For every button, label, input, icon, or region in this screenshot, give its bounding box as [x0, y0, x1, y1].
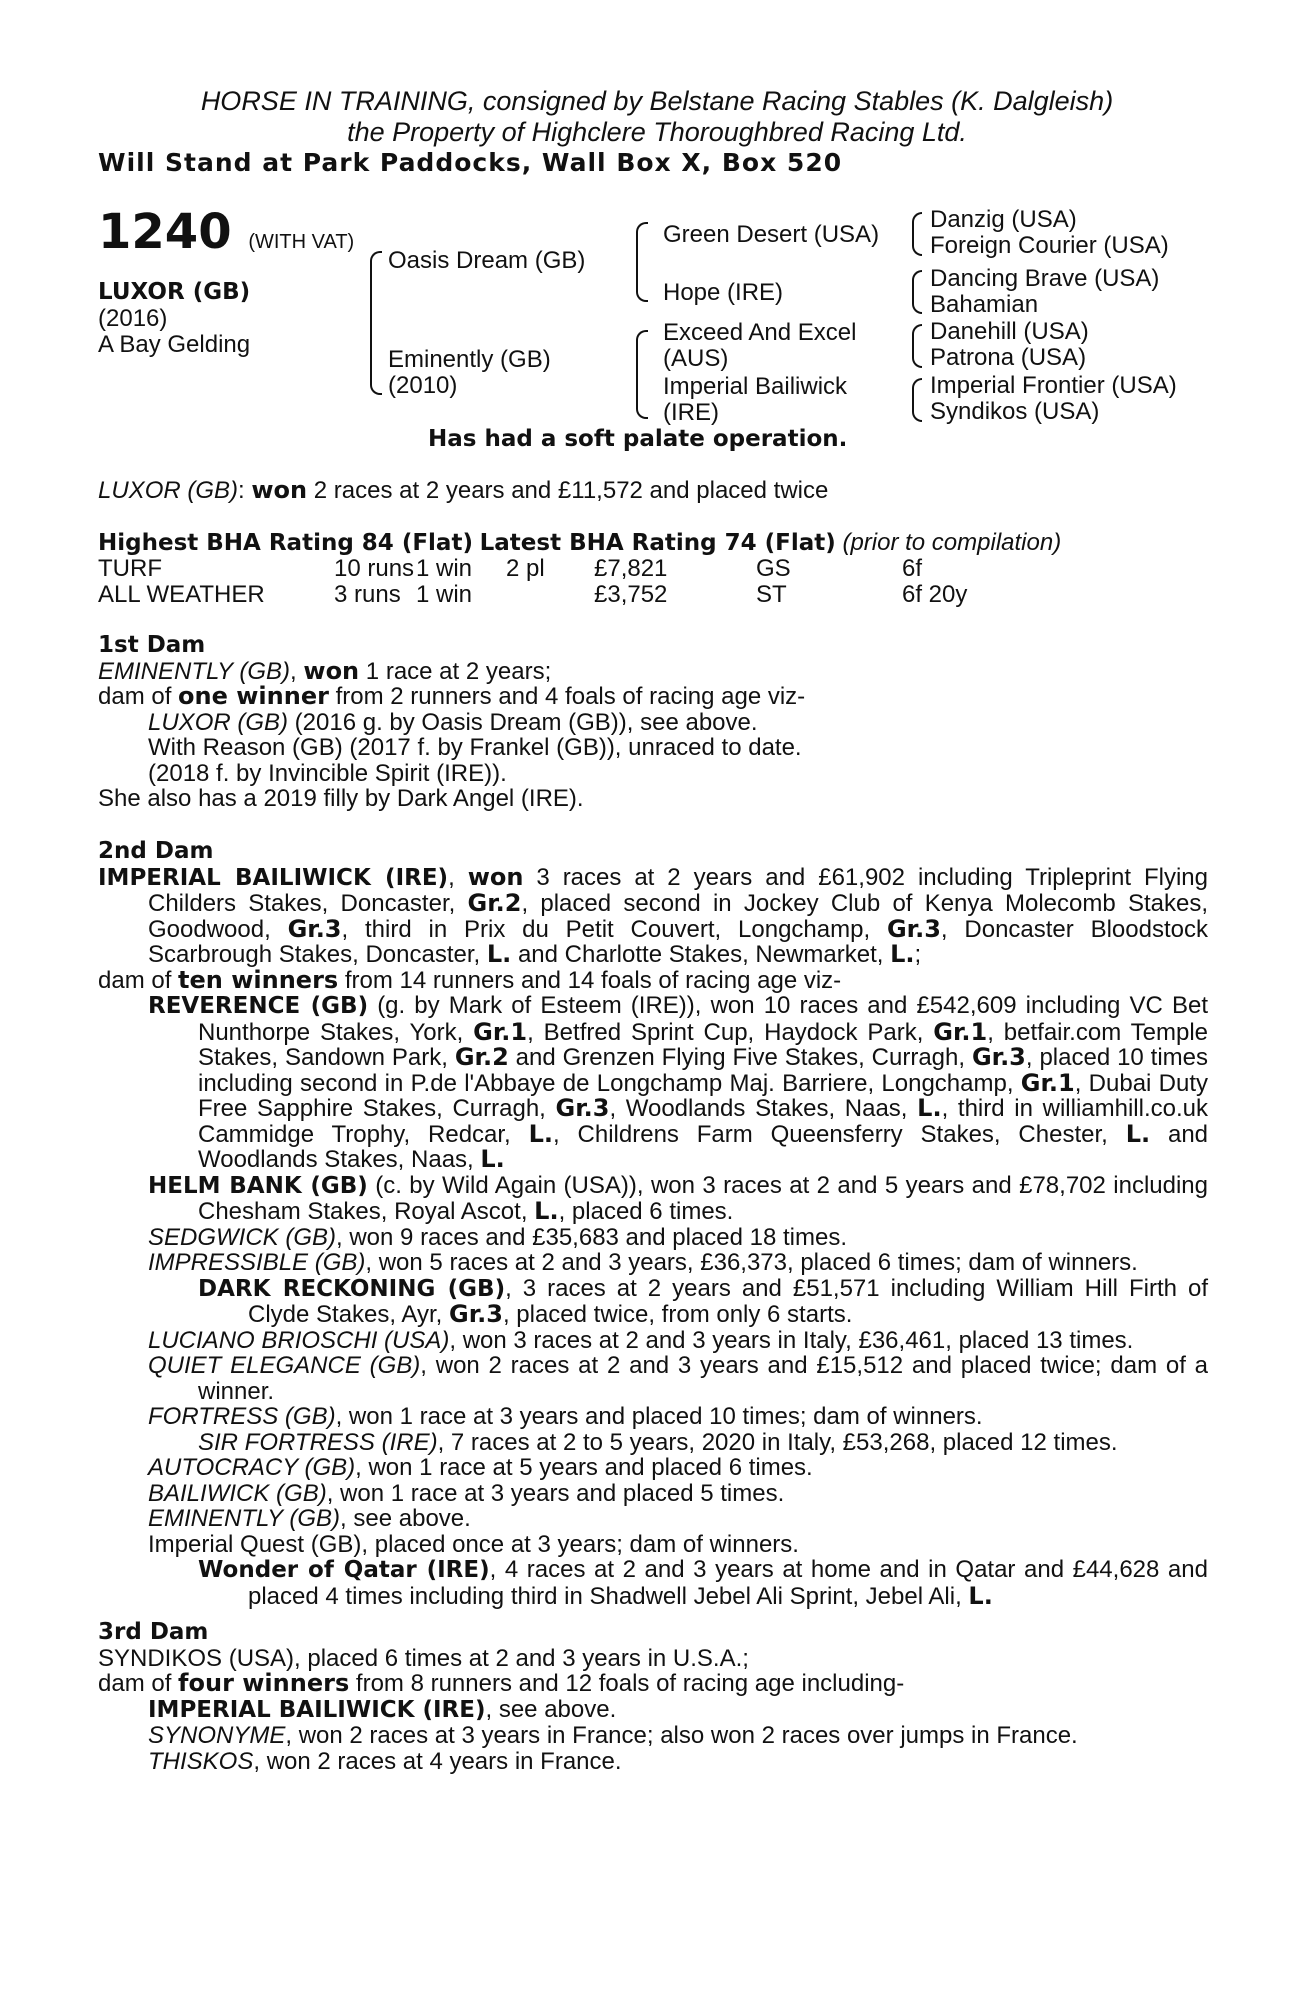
first-dam-name: EMINENTLY (GB) [98, 657, 291, 685]
lot-number-value: 1240 [98, 204, 232, 260]
first-dam-title: 1st Dam [98, 632, 206, 658]
text: , third in williamhill.co.uk Cammidge Trophy, Redcar, [198, 1095, 1208, 1148]
first-dam-of-b: one winner [178, 682, 329, 710]
produce-fortress [98, 1404, 1208, 1430]
listed: L. [480, 1145, 505, 1173]
rating-note: (prior to compilation) [842, 529, 1062, 556]
horse-year: (2016) [98, 305, 168, 332]
grade: Gr.1 [473, 1017, 528, 1046]
text: , Doncaster Bloodstock Scarbrough Stakes, Doncaster, [148, 915, 1208, 968]
pedigree-ssd: Foreign Courier (USA) [930, 232, 1169, 259]
pedigree-dam: Eminently (GB) [388, 346, 551, 373]
pedigree-sdd: Bahamian [930, 291, 1039, 318]
second-dam-section [98, 839, 1208, 1609]
produce-helm-bank [98, 1173, 1208, 1225]
produce-synonyme [98, 1723, 1208, 1749]
vat-label: (WITH VAT) [248, 231, 355, 253]
text: , won 2 races at 4 years in France. [253, 1747, 622, 1775]
listed: L. [1125, 1119, 1151, 1148]
text: , won 1 race at 5 years and placed 6 times. [355, 1454, 813, 1481]
text: , 4 races at 2 and 3 years at home and in Qatar and £44,628 and placed 4 times including third in Shadwell Jebel Ali Sprint, Jebel Ali, [248, 1556, 1208, 1610]
horse-description: A Bay Gelding [98, 331, 251, 358]
third-dam-section [98, 1620, 1208, 1774]
text: from 8 runners and 12 foals of racing age including- [349, 1670, 905, 1697]
produce-name: BAILIWICK (GB) [148, 1479, 327, 1507]
pedigree-sire-dam: Hope (IRE) [663, 279, 784, 306]
highest-rating: Highest BHA Rating 84 (Flat) [98, 530, 473, 556]
perf-placed: 2 pl [506, 555, 545, 582]
grade: Gr.2 [454, 1043, 509, 1071]
summary-horse-name: LUXOR (GB) [98, 477, 239, 504]
text: dam of [98, 1670, 179, 1697]
text: and Woodlands Stakes, Naas, [198, 1120, 1209, 1173]
property-line: the Property of Highclere Thoroughbred Racing Ltd. [347, 117, 967, 147]
summary-won: won [251, 476, 308, 504]
produce-name: SEDGWICK (GB) [148, 1223, 337, 1251]
produce-name: THISKOS [148, 1747, 254, 1775]
pedigree-dsd: Patrona (USA) [930, 344, 1087, 371]
text: , Woodlands Stakes, Naas, [609, 1095, 918, 1122]
produce-sedgwick [98, 1225, 1208, 1251]
summary-colon: : [238, 477, 252, 504]
text: , placed 10 times including second in P.de l'Abbaye de Longchamp Maj. Barriere, Longchamp, [198, 1044, 1209, 1097]
second-dam-title: 2nd Dam [98, 838, 214, 864]
listed: L. [534, 1197, 559, 1225]
pedigree-bracket-dd [912, 378, 922, 422]
text: , 3 races at 2 years and £51,571 including William Hill Firth of Clyde Stakes, Ayr, [248, 1274, 1208, 1328]
first-dam-sep: , [290, 657, 304, 685]
produce-dark-reckoning [98, 1276, 1208, 1328]
text: , 7 races at 2 to 5 years, 2020 in Italy, £53,268, placed 12 times. [437, 1428, 1118, 1456]
third-dam-produce-summary [98, 1671, 1208, 1697]
pedigree-bracket-sire [636, 222, 648, 302]
text: 3 races at 2 years and £61,902 including Tripleprint Flying Childers Stakes, Doncaster, [148, 863, 1208, 917]
first-dam-produce-2: With Reason (GB) (2017 f. by Frankel (GB)), unraced to date. [148, 734, 802, 761]
perf-prize: £7,821 [594, 555, 668, 582]
text: , won 9 races and £35,683 and placed 18 times. [336, 1223, 848, 1251]
text: ; [914, 941, 922, 968]
listed: L. [968, 1581, 993, 1610]
produce-autocracy [98, 1455, 1208, 1481]
pedigree-bracket-sd [912, 270, 922, 314]
first-dam-produce-3: (2018 f. by Invincible Spirit (IRE)). [148, 759, 507, 787]
grade: Gr.3 [971, 1043, 1026, 1071]
pedigree-bracket-dam [636, 330, 648, 419]
produce-name: DARK RECKONING (GB) [198, 1275, 506, 1302]
first-dam-section [98, 633, 1208, 812]
produce-thiskos [98, 1749, 1208, 1775]
produce-name: QUIET ELEGANCE (GB) [148, 1352, 421, 1379]
text: , placed second in Jockey Club of Kenya Molecomb Stakes, Goodwood, [148, 890, 1208, 943]
text: , placed 6 times. [558, 1198, 734, 1225]
perf-distance: 6f 20y [902, 581, 968, 608]
perf-surface: TURF [98, 555, 162, 582]
operation-note: Has had a soft palate operation. [428, 426, 848, 452]
text: (c. by Wild Again (USA)), won 3 races at 2 and 5 years and £78,702 including Chesham Stakes, Royal Ascot, [198, 1171, 1208, 1225]
pedigree-bracket-ss [912, 212, 922, 256]
produce-name: LUCIANO BRIOSCHI (USA) [148, 1326, 450, 1354]
third-dam-title: 3rd Dam [98, 1619, 209, 1645]
text: , third in Prix du Petit Couvert, Longchamp, [341, 915, 887, 943]
pedigree-sire-sire: Green Desert (USA) [663, 221, 880, 248]
produce-name: IMPERIAL BAILIWICK (IRE) [148, 1696, 486, 1723]
produce-name: REVERENCE (GB) [148, 993, 369, 1019]
text: (g. by Mark of Esteem (IRE)), won 10 races and £542,609 including VC Bet Nunthorpe Stakes, York, [198, 992, 1208, 1046]
second-dam-produce-summary [98, 965, 1208, 994]
produce-name: IMPRESSIBLE (GB) [148, 1249, 366, 1276]
produce-bailiwick [98, 1481, 1208, 1507]
grade: Gr.3 [555, 1094, 610, 1122]
produce-name: SYNONYME [148, 1722, 286, 1749]
grade: Gr.3 [287, 914, 342, 943]
text: , see above. [485, 1695, 617, 1723]
perf-wins: 1 win [416, 555, 473, 582]
first-dam-also: She also has a 2019 filly by Dark Angel (IRE). [98, 785, 584, 812]
grade: Gr.3 [449, 1300, 503, 1328]
perf-prize: £3,752 [594, 581, 668, 608]
produce-name: HELM BANK (GB) [148, 1172, 368, 1199]
produce-impressible [98, 1250, 1208, 1276]
pedigree-sds: Dancing Brave (USA) [930, 265, 1160, 292]
stand-line: Will Stand at Park Paddocks, Wall Box X, Box 520 [98, 148, 843, 177]
produce-name: SIR FORTRESS (IRE) [198, 1428, 438, 1456]
listed: L. [486, 940, 512, 968]
ratings-line [98, 530, 1061, 557]
text: , won 1 race at 3 years and placed 5 times. [326, 1479, 785, 1507]
perf-runs: 10 runs [334, 555, 415, 582]
text: , won 3 races at 2 and 3 years in Italy, £36,461, placed 13 times. [449, 1326, 1134, 1354]
first-dam-of-a: dam of [98, 683, 179, 710]
pedigree-dds: Imperial Frontier (USA) [930, 372, 1177, 399]
perf-distance: 6f [902, 555, 923, 582]
text: , won 1 race at 3 years and placed 10 times; dam of winners. [335, 1403, 983, 1430]
produce-name: FORTRESS (GB) [148, 1403, 336, 1430]
winners-count: four winners [178, 1669, 350, 1697]
pedigree-bracket-gen1 [370, 251, 382, 395]
text: , Betfred Sprint Cup, Haydock Park, [527, 1018, 934, 1046]
text: , won 2 races at 2 and 3 years and £15,512 and placed twice; dam of a winner. [198, 1352, 1208, 1405]
produce-luciano-brioschi [98, 1328, 1208, 1354]
first-dam-record [98, 656, 1208, 685]
latest-rating: Latest BHA Rating 74 (Flat) [479, 530, 836, 556]
produce-quiet-elegance [98, 1353, 1208, 1404]
text: , Childrens Farm Queensferry Stakes, Chester, [553, 1120, 1126, 1148]
pedigree-dam-dam-1: Imperial Bailiwick [663, 373, 848, 400]
second-dam-record: IMPERIAL BAILIWICK (IRE), won 3 races at 2 years and £61,902 including Tripleprint Flying Childers Stakes, Doncaster, Gr.2, placed second in Jockey Club of Kenya Molecomb Stakes, Goodwood, Gr.3, third in Prix du Petit Couvert, Longchamp, Gr.3, Doncaster Bloodstock Scarbrough Stakes, Doncaster, L. and Charlotte Stakes, Newmarket, L.; [98, 862, 1208, 968]
perf-going: GS [756, 555, 791, 582]
text: and Charlotte Stakes, Newmarket, [511, 941, 891, 968]
pedigree-dss: Danehill (USA) [930, 318, 1089, 345]
second-dam-name: IMPERIAL BAILIWICK (IRE) [98, 864, 449, 891]
pedigree-dam-dam-2: (IRE) [663, 399, 719, 426]
listed: L. [890, 940, 915, 968]
pedigree-bracket-ds [912, 324, 922, 368]
listed: L. [917, 1094, 942, 1122]
pedigree-dam-sire-2: (AUS) [663, 345, 729, 372]
lot-number [98, 204, 355, 267]
grade: Gr.1 [933, 1017, 988, 1046]
produce-name: EMINENTLY (GB) [148, 1505, 341, 1532]
grade: Gr.1 [1020, 1068, 1075, 1097]
summary-rest: 2 races at 2 years and £11,572 and placed twice [307, 477, 829, 504]
pedigree-ddd: Syndikos (USA) [930, 398, 1100, 425]
pedigree-dam-year: (2010) [388, 372, 458, 399]
perf-runs: 3 runs [334, 581, 401, 608]
pedigree-sss: Danzig (USA) [930, 206, 1077, 233]
produce-imperial-quest: Imperial Quest (GB), placed once at 3 years; dam of winners. [148, 1530, 799, 1558]
produce-name: Wonder of Qatar (IRE) [198, 1557, 490, 1583]
perf-wins: 1 win [416, 581, 473, 608]
third-dam-record: SYNDIKOS (USA), placed 6 times at 2 and 3 years in U.S.A.; [98, 1644, 749, 1672]
text: , won 2 races at 3 years in France; also won 2 races over jumps in France. [285, 1722, 1078, 1749]
second-dam-won: won [467, 862, 524, 891]
produce-rest: (2016 g. by Oasis Dream (GB)), see above. [288, 708, 758, 736]
perf-going: ST [756, 581, 787, 608]
text: , won 5 races at 2 and 3 years, £36,373, placed 6 times; dam of winners. [365, 1249, 1138, 1276]
text: from 14 runners and 14 foals of racing age viz- [338, 966, 842, 994]
text: , see above. [340, 1505, 471, 1532]
grade: Gr.3 [886, 914, 941, 943]
first-dam-of-c: from 2 runners and 4 foals of racing age viz- [328, 683, 806, 710]
pedigree-dam-sire-1: Exceed And Excel [663, 319, 857, 346]
produce-name: LUXOR (GB) [148, 708, 289, 736]
text: dam of [98, 966, 179, 994]
text: , betfair.com Temple Stakes, Sandown Park, [198, 1018, 1209, 1071]
first-dam-won: won [303, 656, 360, 685]
perf-surface: ALL WEATHER [98, 581, 265, 608]
text: and Grenzen Flying Five Stakes, Curragh, [508, 1044, 972, 1071]
consignor-line: HORSE IN TRAINING, consigned by Belstane Racing Stables (K. Dalgleish) [200, 86, 1114, 116]
grade: Gr.2 [467, 889, 522, 917]
text: , Dubai Duty Free Sapphire Stakes, Curragh, [198, 1069, 1209, 1122]
winners-count: ten winners [178, 965, 339, 994]
produce-name: AUTOCRACY (GB) [148, 1454, 356, 1481]
listed: L. [528, 1119, 554, 1148]
first-dam-won-rest: 1 race at 2 years; [359, 657, 552, 685]
horse-name: LUXOR (GB) [98, 279, 251, 305]
produce-eminently [98, 1506, 1208, 1532]
first-dam-produce-summary [98, 684, 1208, 710]
produce-wonder-of-qatar [98, 1557, 1208, 1609]
produce-sir-fortress [98, 1430, 1208, 1456]
produce-imperial-bailiwick [98, 1697, 1208, 1724]
text: , placed twice, from only 6 starts. [502, 1301, 853, 1328]
race-summary [98, 478, 828, 504]
first-dam-produce-1 [98, 710, 1208, 736]
produce-reverence [98, 993, 1208, 1173]
pedigree-sire: Oasis Dream (GB) [388, 247, 586, 274]
